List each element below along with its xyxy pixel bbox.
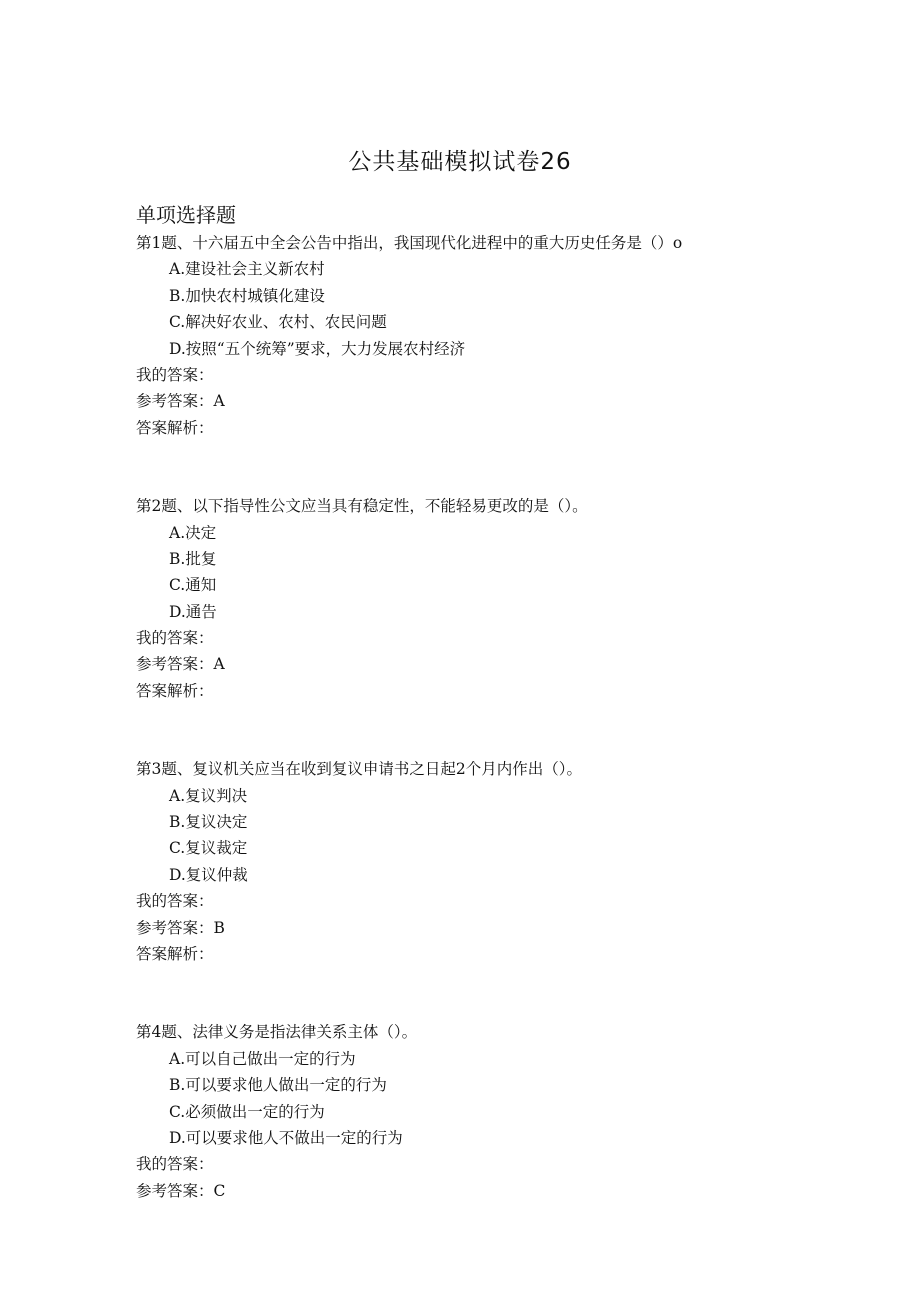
question-stem: 第4题、法律义务是指法律关系主体（）。: [136, 1023, 418, 1042]
option-b: B.可以要求他人做出一定的行为: [169, 1076, 387, 1095]
option-a: A.建设社会主义新农村: [169, 260, 325, 279]
option-c: C.通知: [169, 576, 217, 595]
question-2: [136, 493, 836, 704]
document-title: 公共基础模拟试卷26: [348, 149, 572, 175]
option-d: D.可以要求他人不做出一定的行为: [169, 1128, 403, 1147]
reference-answer: [136, 651, 836, 677]
question-3: [136, 756, 836, 967]
reference-answer-label: 参考答案：: [136, 392, 214, 411]
question-stem: 第1题、十六届五中全会公告中指出，我国现代化进程中的重大历史任务是（）o: [136, 234, 683, 252]
my-answer-label: 我的答案：: [136, 1155, 214, 1174]
option-a: A.决定: [169, 523, 217, 542]
option-a: A.可以自己做出一定的行为: [169, 1049, 356, 1068]
my-answer-label: 我的答案：: [136, 892, 214, 911]
my-answer-label: 我的答案：: [136, 629, 214, 648]
question-stem: 第3题、复议机关应当在收到复议申请书之日起2个月内作出（）。: [136, 760, 582, 779]
option-b: B.加快农村城镇化建设: [169, 286, 325, 305]
answer-analysis-label: 答案解析：: [136, 418, 214, 437]
option-c: C.解决好农业、农村、农民问题: [169, 313, 387, 332]
option-b: B.批复: [169, 549, 217, 568]
option-a: A.复议判决: [169, 786, 248, 805]
reference-answer: [136, 388, 836, 414]
answer-analysis-label: 答案解析：: [136, 944, 214, 963]
section-heading: 单项选择题: [136, 203, 236, 227]
option-d: D.按照“五个统筹”要求，大力发展农村经济: [169, 339, 466, 358]
document-content: [136, 200, 836, 1256]
question-4: [136, 1019, 836, 1204]
reference-answer-value: A: [213, 655, 225, 674]
reference-answer: [136, 1178, 836, 1204]
answer-analysis-label: 答案解析：: [136, 681, 214, 700]
reference-answer-label: 参考答案：: [136, 655, 214, 674]
reference-answer-value: C: [213, 1181, 226, 1200]
reference-answer-value: A: [213, 392, 225, 411]
option-d: D.通告: [169, 602, 217, 621]
option-b: B.复议决定: [169, 813, 248, 832]
option-d: D.复议仲裁: [169, 865, 248, 884]
option-c: C.必须做出一定的行为: [169, 1102, 325, 1121]
reference-answer-label: 参考答案：: [136, 1181, 214, 1200]
question-stem: 第2题、以下指导性公文应当具有稳定性，不能轻易更改的是（）。: [136, 497, 588, 516]
question-1: [136, 230, 836, 441]
my-answer-label: 我的答案：: [136, 365, 214, 384]
reference-answer: [136, 915, 836, 941]
reference-answer-label: 参考答案：: [136, 918, 214, 937]
reference-answer-value: B: [213, 918, 225, 937]
option-c: C.复议裁定: [169, 839, 248, 858]
